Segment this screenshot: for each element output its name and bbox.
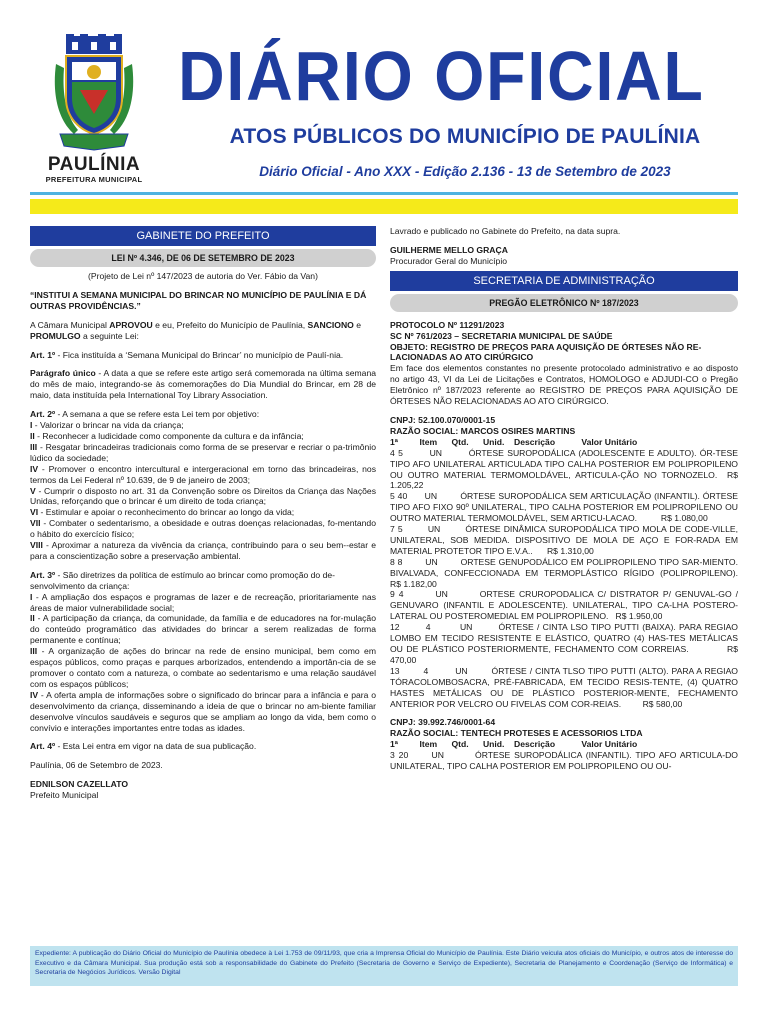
items-list-1 <box>390 447 753 710</box>
right-column <box>390 226 753 772</box>
divider-yellow <box>30 199 738 214</box>
list-item: 3 20 UN ÓRTESE SUROPODÁLICA (INFANTIL). TIPO AFO ARTICULA-DO UNILATERAL, TIPO CALHA POSTERIOR EM POLIPROPILENO OU OU- <box>390 750 741 772</box>
law-title: LEI Nº 4.346, DE 06 DE SETEMBRO DE 2023 <box>30 249 376 267</box>
procurador-name: GUILHERME MELLO GRAÇA <box>390 244 508 255</box>
masthead <box>0 0 768 200</box>
items-list-2 <box>390 750 741 772</box>
article-1: Art. 1º - Fica instituída a ‘Semana Municipal do Brincar’ no município de Paulí-nia. <box>30 349 344 360</box>
article-2: Art. 2º - A semana a que se refere esta Lei tem por objetivo: <box>30 409 260 420</box>
prefeitura-label: PREFEITURA MUNICIPAL <box>45 175 143 184</box>
list-item: I - Valorizar o brincar na vida da criança; <box>30 420 184 431</box>
left-column <box>30 226 376 801</box>
list-item: II - A participação da criança, da comunidade, da família e de educadores na for-mulação do conteúdo programático das atividades do brincar a serem realizadas de forma permanente e contínua; <box>30 613 376 646</box>
items-header-1: 1ª Item Qtd. Unid. Descrição Valor Unitário <box>390 436 638 447</box>
subtitle: ATOS PÚBLICOS DO MUNICÍPIO DE PAULÍNIA <box>229 125 701 148</box>
objeto: OBJETO: REGISTRO DE PREÇOS PARA AQUISIÇÃO DE ÓRTESES NÃO RE-LACIONADAS AO ATO CIRÚRGICO <box>390 341 702 363</box>
list-item: IV - Promover o encontro intercultural e intergeracional em torno das brincadeiras, nos termos da Lei Federal nº 10.639, de 9 de janeiro de 2003; <box>30 463 376 485</box>
list-item: I - A ampliação dos espaços e programas de lazer e de recreação, prioritariamente nas áreas de maior vulnerabilidade social; <box>30 591 376 613</box>
article-3-list <box>30 592 376 734</box>
list-item: 12 4 UN ÓRTESE / CINTA LSO TIPO PUTTI (BAIXA). PARA REGIAO LOMBO EM TECIDO RESISTENTE E ELÁSTICO, QUATRO (4) HAS-TES METÁLICAS OU DE PLÁSTICO POSTERIORMENTE, FECHAMENTO COM CORREIAS. R$ 470,00 <box>390 622 741 665</box>
law-date: Paulínia, 06 de Setembro de 2023. <box>30 760 163 771</box>
section-header-administracao: SECRETARIA DE ADMINISTRAÇÃO <box>390 271 738 291</box>
city-name: PAULÍNIA <box>47 154 141 175</box>
razao-social-2: RAZÃO SOCIAL: TENTECH PROTESES E ACESSORIOS LTDA <box>390 728 643 739</box>
items-header-2: 1ª Item Qtd. Unid. Descrição Valor Unitário <box>390 739 638 750</box>
article-3: Art. 3º - São diretrizes da política de estímulo ao brincar como promoção do de-senvolvimento da criança: <box>30 569 336 591</box>
list-item: II - Reconhecer a ludicidade como componente da cultura e da infância; <box>30 430 304 441</box>
newspaper-title: DIÁRIO OFICIAL <box>178 37 705 115</box>
law-preamble: A Câmara Municipal APROVOU e eu, Prefeito do Município de Paulínia, SANCIONO e PROMULGO a seguinte Lei: <box>30 319 362 341</box>
list-item: VII - Combater o sedentarismo, a obesidade e outras doenças relacionadas, fo-mentando o hábito do exercício físico; <box>30 518 376 540</box>
law-project: (Projeto de Lei nº 147/2023 de autoria do Ver. Fábio da Van) <box>88 271 318 281</box>
list-item: VI - Estimular e apoiar o reconhecimento do brincar ao longo da vida; <box>30 507 295 518</box>
lavrado-text: Lavrado e publicado no Gabinete do Prefeito, na data supra. <box>390 226 621 236</box>
procurador-role: Procurador Geral do Município <box>390 255 508 266</box>
homologacao-text: Em face dos elementos constantes no presente protocolado administrativo e ao disposto no artigo 43, VI da Lei de Licitações e Contratos, HOMOLOGO e ADJUDI-CO o Pregão Eletrônico nº 187/2023 referente ao REGISTRO DE PREÇOS PARA AQUISIÇÃO DE ÓRTESES NÃO RELACIONADAS AO ATO CIRÚRGICO. <box>390 363 738 407</box>
divider-blue <box>30 192 738 195</box>
list-item: 5 40 UN ÓRTESE SUROPODÁLICA SEM ARTICULAÇÃO (INFANTIL). ÓRTESE TIPO AFO FIXO 90º UNILATERAL, TIPO CALHA POSTERIOR EM POLIPROPILENO OU OUTRO MATERIAL TERMOMOLDÁVEL, SEM ARTICU-LACAO. R$ 1.080,00 <box>390 491 741 524</box>
article-2-list <box>30 420 376 562</box>
list-item: V - Cumprir o disposto no art. 31 da Convenção sobre os Direitos da Criança das Nações Unidas, reforçando que o brincar é um direito de toda criança; <box>30 485 376 507</box>
section-header-gabinete: GABINETE DO PREFEITO <box>30 226 376 246</box>
list-item: 8 8 UN ORTESE GENUPODÁLICO EM POLIPROPILENO TIPO SAR-MIENTO. BIVALVADA, CONFECCIONADA EM TERMOPLÁSTICO RÍGIDO (POLIPROPILENO). R$ 1.182,00 <box>390 556 753 589</box>
paragrafo-unico: Parágrafo único - A data a que se refere este artigo será comemorada na última semana do mês de maio, integrando-se às comemorações do Dia Mundial do Brincar, em 28 de maio, data instituída pela International Toy Library Association. <box>30 368 376 401</box>
list-item: IV - A oferta ampla de informações sobre o significado do brincar para a infância e para o desenvolvimento da criança, disseminando a ideia de que o brincar no am-biente familiar desenvolve vínculos saudáveis e seguros que se ampliam ao longo da vida, bem como o convívio e interações importantes entre todas as idades. <box>30 689 376 733</box>
city-crest-icon <box>52 34 136 152</box>
signer-role: Prefeito Municipal <box>30 790 99 801</box>
list-item: 4 5 UN ÓRTESE SUROPODÁLICA (ADOLESCENTE E ADULTO). ÓR-TESE TIPO AFO UNILATERAL ARTICULADA TIPO CALHA POSTERIOR EM POLIPROPILENO OU OUTRO MATERIAL TERMOMOLDÁVEL, ARTICULA-ÇÃO NO TORNOZELO. R$ 1.205,22 <box>390 447 741 491</box>
edition-line: Diário Oficial - Ano XXX - Edição 2.136 - 13 de Setembro de 2023 <box>259 164 671 179</box>
cnpj-2: CNPJ: 39.992.746/0001-64 <box>390 717 496 728</box>
law-ementa: “INSTITUI A SEMANA MUNICIPAL DO BRINCAR NO MUNICÍPIO DE PAULÍNIA E DÁ OUTRAS PROVIDÊNCIAS.” <box>30 289 367 311</box>
protocolo: PROTOCOLO Nº 11291/2023 <box>390 319 505 330</box>
list-item: III - A organização de ações do brincar na rede de ensino municipal, bem como em espaços públicos, como praças e parques arborizados, entendendo a importân-cia de se promover o contato com a natureza, o combate ao sedentarismo e uma relação saudável com os espaços públicos; <box>30 646 376 689</box>
list-item: 7 5 UN ÓRTESE DINÂMICA SUROPODÁLICA TIPO MOLA DE CODE-VILLE, UNILATERAL, SOB MEDIDA. DISPOSITIVO DE MOLA DE AÇO E FOR-RADA EM MATERIAL PROTETOR TIPO E.V.A.. R$ 1.310,00 <box>390 524 741 556</box>
list-item: III - Resgatar brincadeiras tradicionais como forma de se preservar e recriar o pa-trimônio lúdico da sociedade; <box>30 441 376 463</box>
list-item: VIII - Aproximar a natureza da vivência da criança, contribuindo para o seu bem--estar e para a conscientização sobre a preservação ambiental. <box>30 540 376 561</box>
razao-social-1: RAZÃO SOCIAL: MARCOS OSIRES MARTINS <box>390 425 576 436</box>
pregao-title: PREGÃO ELETRÔNICO Nº 187/2023 <box>390 294 738 312</box>
list-item: 13 4 UN ÓRTESE / CINTA TLSO TIPO PUTTI (ALTO). PARA A REGIAO TÓRACOLOMBOSACRA, PRÉ-FABRICADA, EM TECIDO RESIS-TENTE, (4) QUATRO HASTES METÁLICAS OU DE PLÁSTICO POSTERIOR-MENTE, FECHAMENTO ANTERIOR POR VELCRO OU FIVELAS COM COR-REIAS. R$ 580,00 <box>390 665 741 709</box>
article-4: Art. 4º - Esta Lei entra em vigor na data de sua publicação. <box>30 741 257 752</box>
signer-name: EDNILSON CAZELLATO <box>30 779 129 790</box>
sc-number: SC Nº 761/2023 – SECRETARIA MUNICIPAL DE SAÚDE <box>390 330 613 341</box>
cnpj-1: CNPJ: 52.100.070/0001-15 <box>390 414 496 425</box>
list-item: 9 4 UN ORTESE CRUROPODALICA C/ DISTRATOR P/ GENUVAL-GO / GENUVARO (INFANTIL E ADOLESCENTE). UNILATERAL, TIPO CA-LHA POSTERO-LATERAL OU POSTEROMEDIAL EM POLIPROPILENO. R$ 1.950,00 <box>390 589 741 622</box>
expediente-footer: Expediente: A publicação do Diário Oficial do Município de Paulínia obedece à Lei 1.753 de 09/11/93, que cria a Imprensa Oficial do Município de Paulínia. Este Diário veicula atos oficiais do Município, e outros atos de interesse do Executivo e da Câmara Municipal. Sua produção está sob a responsabilidade do Gabinete do Prefeito (Secretaria de Governo e Serviço de Expediente), Secretaria de Planejamento e Coordenação (Serviço de Informática) e Secretaria de Negócios Jurídicos. Versão Digital <box>30 946 738 986</box>
